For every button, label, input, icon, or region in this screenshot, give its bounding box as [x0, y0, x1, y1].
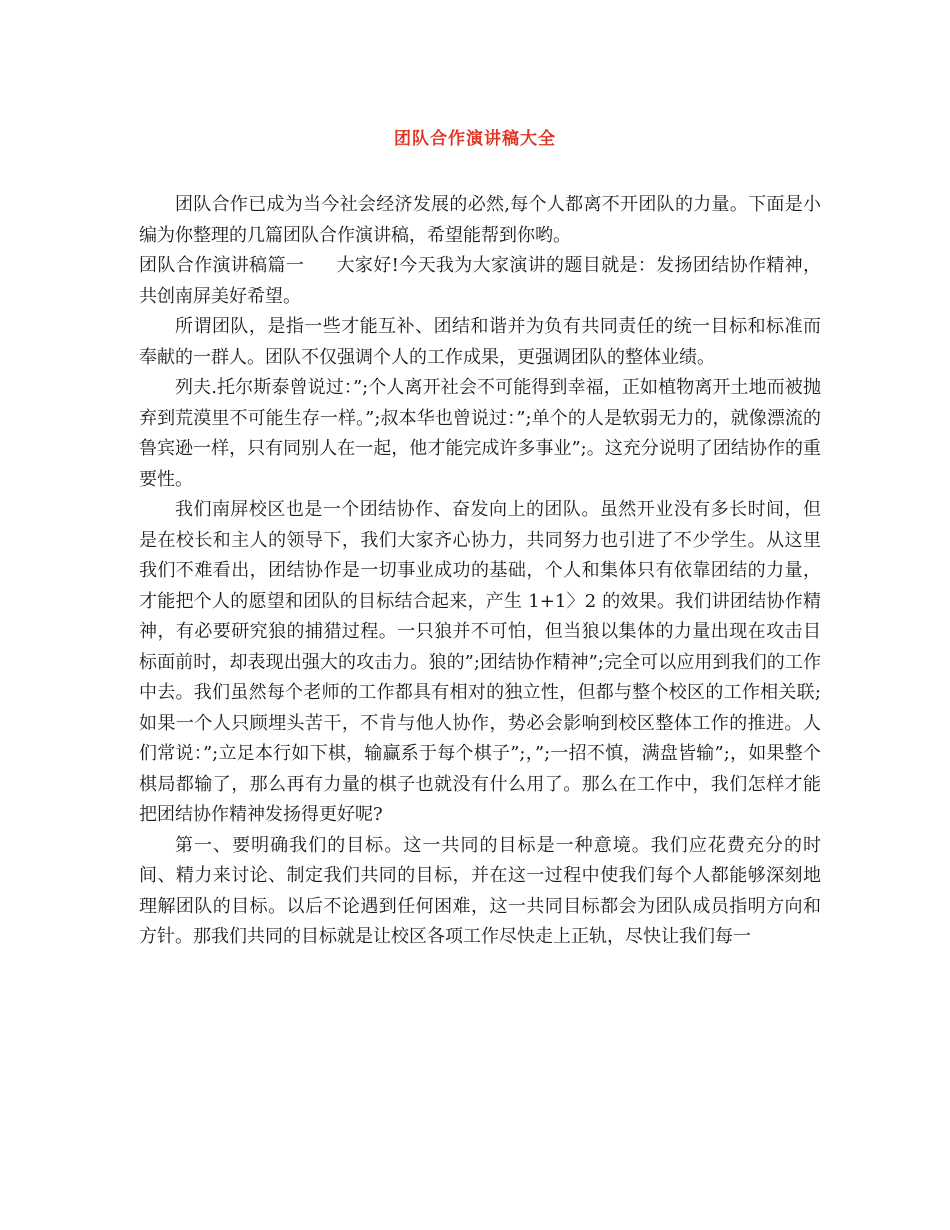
section-label: 团队合作演讲稿篇一 [139, 255, 305, 276]
body-paragraph-2: 列夫.托尔斯泰曾说过：”;个人离开社会不可能得到幸福，正如植物离开土地而被抛弃到荒漠里不可能生存一样。”;叔本华也曾说过：”;单个的人是软弱无力的，就像漂流的鲁宾逊一样，只有同别人在一起，他才能完成许多事业”;。这充分说明了团结协作的重要性。 [139, 377, 821, 490]
section-first-text: 大家好!今天我为大家演讲的题目就是：发扬团结协作精神，共创南屏美好希望。 [139, 255, 822, 307]
document-body [139, 190, 821, 953]
intro-paragraph: 团队合作已成为当今社会经济发展的必然,每个人都离不开团队的力量。下面是小编为你整理的几篇团队合作演讲稿，希望能帮到你哟。 [139, 194, 821, 246]
document-title: 团队合作演讲稿大全 [394, 129, 556, 149]
body-paragraph-4: 第一、要明确我们的目标。这一共同的目标是一种意境。我们应花费充分的时间、精力来讨论、制定我们共同的目标，并在这一过程中使我们每个人都能够深刻地理解团队的目标。以后不论遇到任何困难，这一共同目标都会为团队成员指明方向和方针。那我们共同的目标就是让校区各项工作尽快走上正轨，尽快让我们每一 [139, 834, 821, 947]
section-paragraph [139, 251, 821, 312]
body-paragraph-1: 所谓团队，是指一些才能互补、团结和谐并为负有共同责任的统一目标和标准而奉献的一群人。团队不仅强调个人的工作成果，更强调团队的整体业绩。 [139, 316, 821, 368]
body-paragraph-3: 我们南屏校区也是一个团结协作、奋发向上的团队。虽然开业没有多长时间，但是在校长和主人的领导下，我们大家齐心协力，共同努力也引进了不少学生。从这里我们不难看出，团结协作是一切事业成功的基础，个人和集体只有依靠团结的力量，才能把个人的愿望和团队的目标结合起来，产生 1+1〉2 的效果。我们讲团结协作精神，有必要研究狼的捕猎过程。一只狼并不可怕，但当狼以集体的力量出现在攻击目标面前时，却表现出强大的攻击力。狼的”;团结协作精神”;完全可以应用到我们的工作中去。我们虽然每个老师的工作都具有相对的独立性，但都与整个校区的工作相关联;如果一个人只顾埋头苦干，不肯与他人协作，势必会影响到校区整体工作的推进。人们常说：”;立足本行如下棋，输赢系于每个棋子”;，”;一招不慎，满盘皆输”;，如果整个棋局都输了，那么再有力量的棋子也就没有什么用了。那么在工作中，我们怎样才能把团结协作精神发扬得更好呢? [139, 499, 821, 825]
